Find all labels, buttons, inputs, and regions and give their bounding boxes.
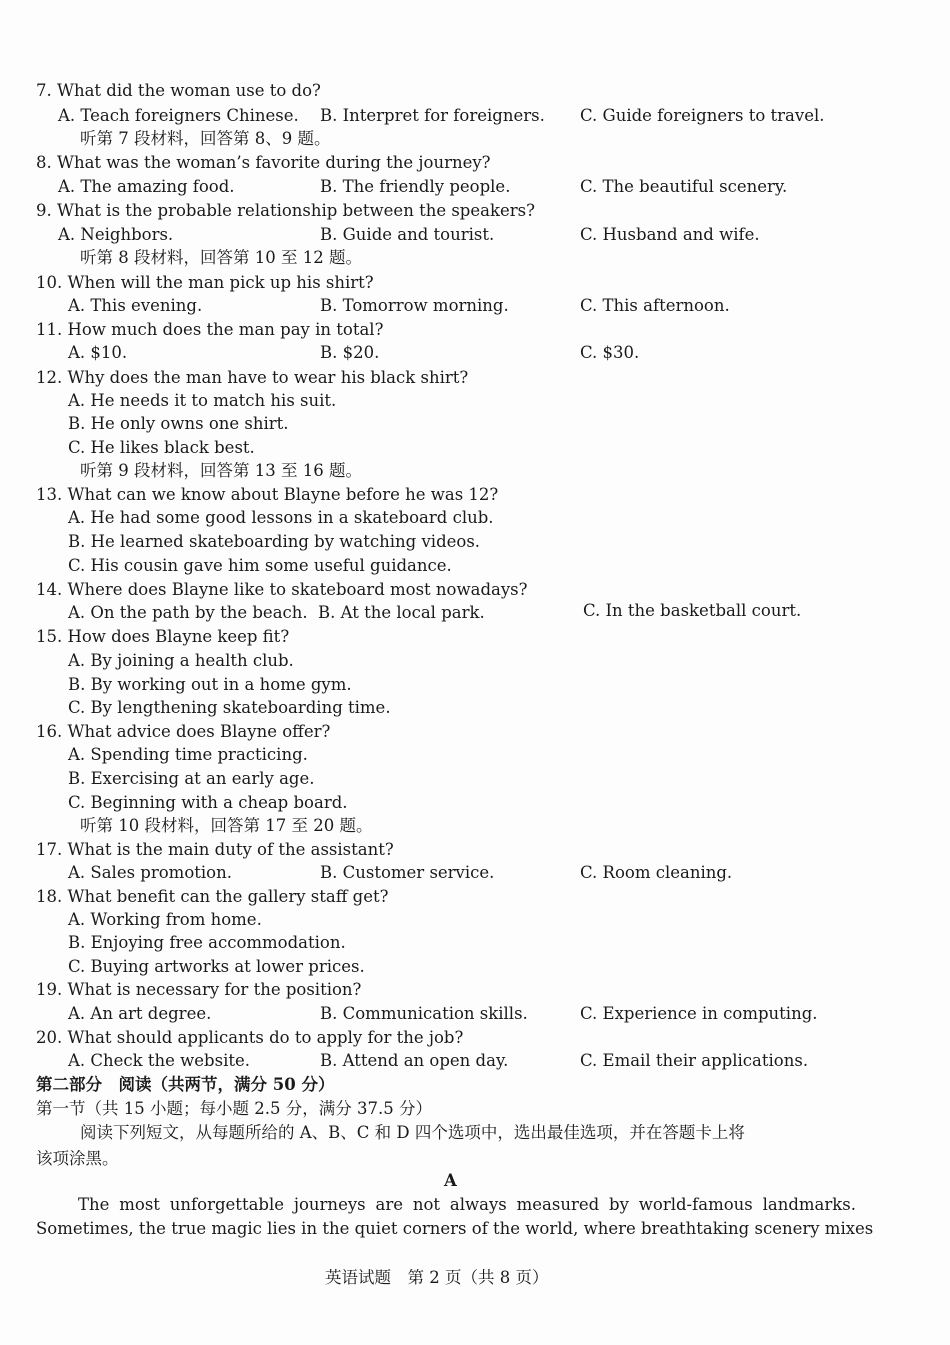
section-title: 第一节（共 15 小题；每小题 2.5 分，满分 37.5 分） bbox=[36, 1099, 432, 1118]
question-7: 7. What did the woman use to do? bbox=[36, 81, 321, 100]
option-c: C. Beginning with a cheap board. bbox=[68, 793, 348, 812]
option-b: B. He only owns one shirt. bbox=[68, 414, 289, 433]
option-b: B. Exercising at an early age. bbox=[68, 769, 315, 788]
question-19: 19. What is necessary for the position? bbox=[36, 980, 362, 999]
option-a: A. Sales promotion. bbox=[68, 863, 232, 882]
option-b: B. Enjoying free accommodation. bbox=[68, 933, 346, 952]
part-heading: 第二部分 阅读（共两节，满分 50 分） bbox=[36, 1075, 335, 1094]
option-b: B. By working out in a home gym. bbox=[68, 675, 352, 694]
option-a: A. He had some good lessons in a skateboard club. bbox=[68, 508, 494, 527]
option-b: B. At the local park. bbox=[318, 603, 485, 622]
option-a: A. An art degree. bbox=[68, 1004, 212, 1023]
question-20: 20. What should applicants do to apply for the job? bbox=[36, 1028, 464, 1047]
option-a: A. Neighbors. bbox=[58, 225, 174, 244]
question-12: 12. Why does the man have to wear his black shirt? bbox=[36, 368, 469, 387]
option-b: B. The friendly people. bbox=[320, 177, 511, 196]
option-b: B. Tomorrow morning. bbox=[320, 296, 509, 315]
option-c: C. This afternoon. bbox=[580, 296, 730, 315]
option-a: A. Spending time practicing. bbox=[68, 745, 308, 764]
section-heading: 听第 7 段材料，回答第 8、9 题。 bbox=[80, 129, 331, 148]
option-c: C. $30. bbox=[580, 343, 640, 362]
section-heading: 听第 9 段材料，回答第 13 至 16 题。 bbox=[80, 461, 362, 480]
option-c: C. He likes black best. bbox=[68, 438, 255, 457]
option-b: B. $20. bbox=[320, 343, 380, 362]
question-8: 8. What was the woman’s favorite during the journey? bbox=[36, 153, 491, 172]
question-15: 15. How does Blayne keep fit? bbox=[36, 627, 290, 646]
option-b: B. Customer service. bbox=[320, 863, 495, 882]
option-a: A. This evening. bbox=[68, 296, 203, 315]
option-a: A. Teach foreigners Chinese. bbox=[58, 106, 299, 125]
option-c: C. Email their applications. bbox=[580, 1051, 809, 1070]
passage-line-1: The most unforgettable journeys are not always measured by world-famous landmarks. bbox=[78, 1195, 856, 1214]
option-a: A. The amazing food. bbox=[58, 177, 235, 196]
instructions-line-2: 该项涂黑。 bbox=[36, 1149, 119, 1168]
option-a: A. By joining a health club. bbox=[68, 651, 294, 670]
option-c: C. Husband and wife. bbox=[580, 225, 760, 244]
question-17: 17. What is the main duty of the assistant? bbox=[36, 840, 394, 859]
option-c: C. Guide foreigners to travel. bbox=[580, 106, 825, 125]
question-18: 18. What benefit can the gallery staff get? bbox=[36, 887, 389, 906]
section-heading: 听第 8 段材料，回答第 10 至 12 题。 bbox=[80, 248, 362, 267]
option-a: A. Working from home. bbox=[68, 910, 262, 929]
option-b: B. Attend an open day. bbox=[320, 1051, 509, 1070]
question-10: 10. When will the man pick up his shirt? bbox=[36, 273, 374, 292]
option-c: C. In the basketball court. bbox=[583, 601, 802, 620]
option-c: C. By lengthening skateboarding time. bbox=[68, 698, 391, 717]
section-heading: 听第 10 段材料，回答第 17 至 20 题。 bbox=[80, 816, 373, 835]
question-11: 11. How much does the man pay in total? bbox=[36, 320, 384, 339]
option-b: B. Guide and tourist. bbox=[320, 225, 495, 244]
question-13: 13. What can we know about Blayne before he was 12? bbox=[36, 485, 499, 504]
option-c: C. Buying artworks at lower prices. bbox=[68, 957, 365, 976]
option-a: A. $10. bbox=[68, 343, 128, 362]
option-a: A. He needs it to match his suit. bbox=[68, 391, 337, 410]
option-c: C. The beautiful scenery. bbox=[580, 177, 788, 196]
option-b: B. He learned skateboarding by watching videos. bbox=[68, 532, 481, 551]
option-a: A. Check the website. bbox=[68, 1051, 251, 1070]
option-c: C. Room cleaning. bbox=[580, 863, 733, 882]
passage-line-2: Sometimes, the true magic lies in the quiet corners of the world, where breathtaking scenery mixes bbox=[36, 1219, 874, 1238]
option-c: C. His cousin gave him some useful guidance. bbox=[68, 556, 452, 575]
question-16: 16. What advice does Blayne offer? bbox=[36, 722, 331, 741]
option-c: C. Experience in computing. bbox=[580, 1004, 818, 1023]
option-b: B. Interpret for foreigners. bbox=[320, 106, 545, 125]
option-a: A. On the path by the beach. bbox=[68, 603, 308, 622]
page-footer: 英语试题 第 2 页（共 8 页） bbox=[325, 1268, 549, 1287]
passage-title: A bbox=[444, 1171, 457, 1190]
instructions-line-1: 阅读下列短文，从每题所给的 A、B、C 和 D 四个选项中，选出最佳选项，并在答题卡上将 bbox=[80, 1123, 745, 1142]
option-b: B. Communication skills. bbox=[320, 1004, 528, 1023]
question-9: 9. What is the probable relationship between the speakers? bbox=[36, 201, 535, 220]
question-14: 14. Where does Blayne like to skateboard most nowadays? bbox=[36, 580, 528, 599]
